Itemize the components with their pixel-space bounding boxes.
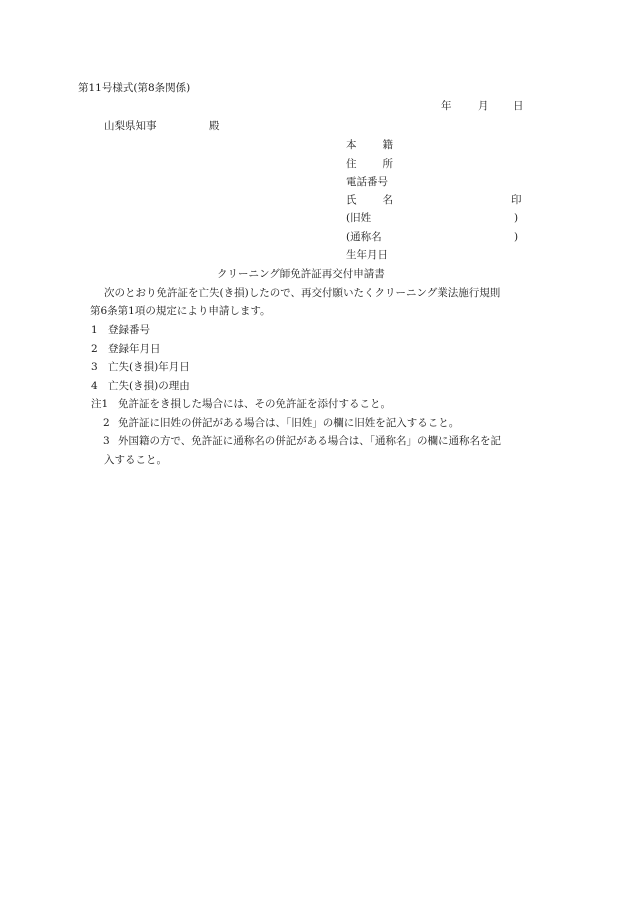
- birthdate-label: 生年月日: [346, 249, 388, 261]
- date-day-label: 日: [513, 100, 524, 112]
- addressee-honorific: 殿: [209, 120, 220, 132]
- jusho-char-1: 住: [346, 158, 357, 170]
- common-name-open: (通称名: [346, 231, 382, 243]
- note-2-text: 免許証に旧姓の併記がある場合は、「旧姓」の欄に旧姓を記入すること。: [118, 417, 460, 429]
- former-surname-close: ): [514, 212, 519, 224]
- shimei-char-1: 氏: [346, 194, 357, 206]
- item-2-label: 登録年月日: [108, 343, 161, 355]
- honseki-char-1: 本: [346, 139, 357, 151]
- seal-mark: 印: [511, 194, 522, 206]
- body-line-2: 第6条第1項の規定により申請します。: [90, 305, 271, 317]
- shimei-label: [346, 193, 393, 207]
- form-number: 第11号様式(第8条関係): [78, 82, 191, 94]
- jusho-label: [346, 157, 393, 171]
- note-2-prefix: 2: [103, 417, 110, 429]
- note-3-text-line-1: 外国籍の方で、免許証に通称名の併記がある場合は、「通称名」の欄に通称名を記: [118, 435, 502, 447]
- body-line-1: 次のとおり免許証を亡失(き損)したので、再交付願いたくクリーニング業法施行規則: [104, 287, 501, 299]
- jusho-char-2: 所: [382, 158, 393, 170]
- note-3-text-line-2: 入すること。: [104, 454, 167, 466]
- item-1-number: 1: [91, 324, 98, 336]
- honseki-label: [346, 138, 393, 152]
- honseki-char-2: 籍: [382, 139, 393, 151]
- note-3-prefix: 3: [103, 435, 110, 447]
- phone-label: 電話番号: [346, 176, 388, 188]
- former-surname-open: (旧姓: [346, 212, 372, 224]
- item-4-number: 4: [91, 380, 98, 392]
- item-4-label: 亡失(き損)の理由: [108, 380, 190, 392]
- item-3-number: 3: [91, 361, 98, 373]
- shimei-char-2: 名: [382, 194, 393, 206]
- note-1-prefix: 注1: [91, 398, 109, 410]
- item-3-label: 亡失(き損)年月日: [108, 361, 190, 373]
- addressee-name: 山梨県知事: [104, 120, 157, 132]
- note-1-text: 免許証をき損した場合には、その免許証を添付すること。: [118, 398, 391, 410]
- item-2-number: 2: [91, 343, 98, 355]
- document-title: クリーニング師免許証再交付申請書: [217, 268, 385, 280]
- common-name-close: ): [514, 231, 519, 243]
- item-1-label: 登録番号: [108, 324, 150, 336]
- date-month-label: 月: [478, 100, 489, 112]
- date-year-label: 年: [441, 100, 452, 112]
